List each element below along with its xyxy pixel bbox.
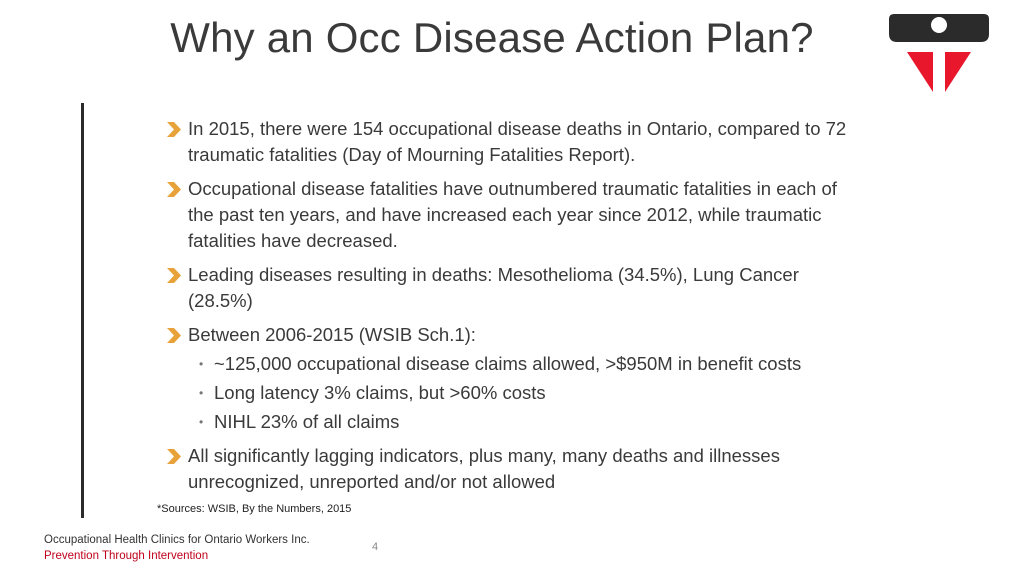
chevron-right-icon — [165, 327, 182, 344]
bullet-list — [162, 116, 852, 503]
sub-bullet-marker: • — [199, 386, 204, 400]
sub-bullet-text: NIHL 23% of all claims — [214, 411, 400, 432]
footer-tagline: Prevention Through Intervention — [44, 550, 209, 562]
ohcow-logo-icon — [888, 12, 990, 94]
sub-bullet-list — [162, 351, 852, 435]
sub-bullet-item — [162, 351, 852, 377]
sub-bullet-marker: • — [199, 415, 204, 429]
chevron-right-icon — [165, 267, 182, 284]
bullet-item — [162, 176, 852, 254]
slide-title: Why an Occ Disease Action Plan? — [170, 14, 814, 61]
chevron-right-icon — [165, 121, 182, 138]
sub-bullet-item — [162, 380, 852, 406]
bullet-text: All significantly lagging indicators, plus many, many deaths and illnesses unrecognized, unreported and/or not allowed — [188, 445, 780, 492]
page-number: 4 — [372, 541, 379, 553]
chevron-right-icon — [165, 181, 182, 198]
bullet-item — [162, 322, 852, 348]
bullet-item — [162, 443, 852, 495]
bullet-item — [162, 262, 852, 314]
chevron-right-icon — [165, 448, 182, 465]
bullet-text: Occupational disease fatalities have outnumbered traumatic fatalities in each of the past ten years, and have increased each year since 2012, while traumatic fatalities have decreased. — [188, 178, 837, 251]
sub-bullet-marker: • — [199, 357, 204, 371]
bullet-item — [162, 116, 852, 168]
bullet-text: Leading diseases resulting in deaths: Mesothelioma (34.5%), Lung Cancer (28.5%) — [188, 264, 799, 311]
footer — [44, 532, 310, 564]
sub-bullet-text: ~125,000 occupational disease claims allowed, >$950M in benefit costs — [214, 353, 802, 374]
sub-bullet-item — [162, 409, 852, 435]
footer-org: Occupational Health Clinics for Ontario Workers Inc. — [44, 534, 310, 546]
bullet-text: Between 2006-2015 (WSIB Sch.1): — [188, 324, 476, 345]
sub-bullet-text: Long latency 3% claims, but >60% costs — [214, 382, 546, 403]
sources-note: *Sources: WSIB, By the Numbers, 2015 — [157, 503, 352, 515]
bullet-text: In 2015, there were 154 occupational disease deaths in Ontario, compared to 72 traumatic fatalities (Day of Mourning Fatalities Report). — [188, 118, 847, 165]
vertical-divider — [81, 103, 84, 518]
